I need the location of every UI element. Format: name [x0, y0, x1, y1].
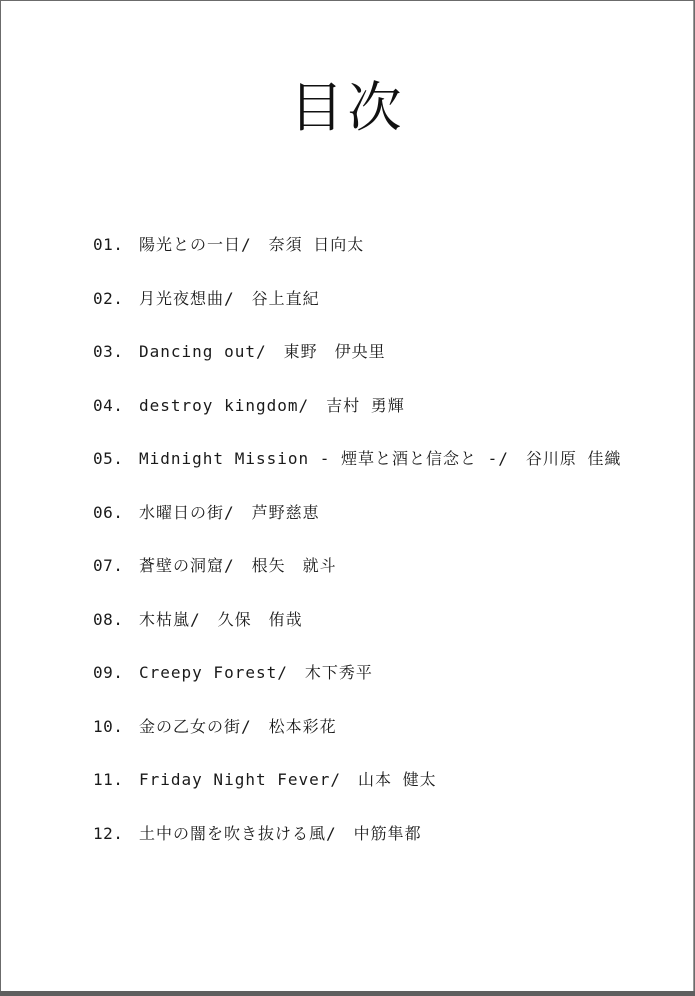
toc-entry — [93, 445, 622, 499]
toc-entry — [93, 713, 622, 767]
toc-entry-number: 04. — [93, 395, 124, 415]
toc-entry-title: 水曜日の街/ 芦野慈恵 — [139, 502, 320, 522]
document-page — [1, 1, 694, 991]
toc-entry-title: 金の乙女の街/ 松本彩花 — [139, 716, 337, 736]
toc-entry-number: 08. — [93, 609, 124, 629]
toc-entry-number: 11. — [93, 770, 124, 789]
toc-entry-number: 05. — [93, 449, 124, 468]
toc-entry-title: 月光夜想曲/ 谷上直紀 — [139, 288, 320, 308]
toc-entry — [93, 659, 622, 713]
toc-entry-title: 蒼壁の洞窟/ 根矢 就斗 — [139, 556, 337, 575]
table-of-contents — [93, 231, 622, 873]
toc-entry — [93, 285, 622, 339]
toc-entry — [93, 499, 622, 553]
toc-entry-title: 木枯嵐/ 久保 侑哉 — [139, 609, 303, 629]
toc-entry-title: 陽光との一日/ 奈須 日向太 — [139, 235, 365, 254]
toc-entry-title: Midnight Mission - 煙草と酒と信念と -/ 谷川原 佳織 — [139, 449, 622, 468]
toc-entry — [93, 606, 622, 660]
toc-entry-number: 12. — [93, 823, 124, 843]
toc-entry-number: 06. — [93, 502, 124, 522]
toc-entry-title: Dancing out/ 東野 伊央里 — [139, 342, 386, 361]
toc-entry-title: Friday Night Fever/ 山本 健太 — [139, 770, 437, 789]
toc-entry-number: 10. — [93, 716, 124, 736]
toc-entry — [93, 766, 622, 820]
toc-entry-title: destroy kingdom/ 吉村 勇輝 — [139, 395, 405, 415]
toc-entry — [93, 552, 622, 606]
toc-entry-number: 07. — [93, 556, 124, 575]
toc-entry — [93, 338, 622, 392]
toc-entry-title: 土中の闇を吹き抜ける風/ 中筋隼都 — [139, 823, 422, 843]
toc-entry-number: 01. — [93, 235, 124, 254]
toc-entry — [93, 231, 622, 285]
toc-entry — [93, 392, 622, 446]
toc-entry-number: 03. — [93, 342, 124, 361]
toc-entry-number: 02. — [93, 288, 124, 308]
page-title: 目次 — [289, 76, 406, 139]
toc-entry-number: 09. — [93, 663, 124, 682]
viewer-bottom-edge — [0, 991, 695, 996]
toc-entry-title: Creepy Forest/ 木下秀平 — [139, 663, 373, 682]
toc-entry — [93, 820, 622, 874]
